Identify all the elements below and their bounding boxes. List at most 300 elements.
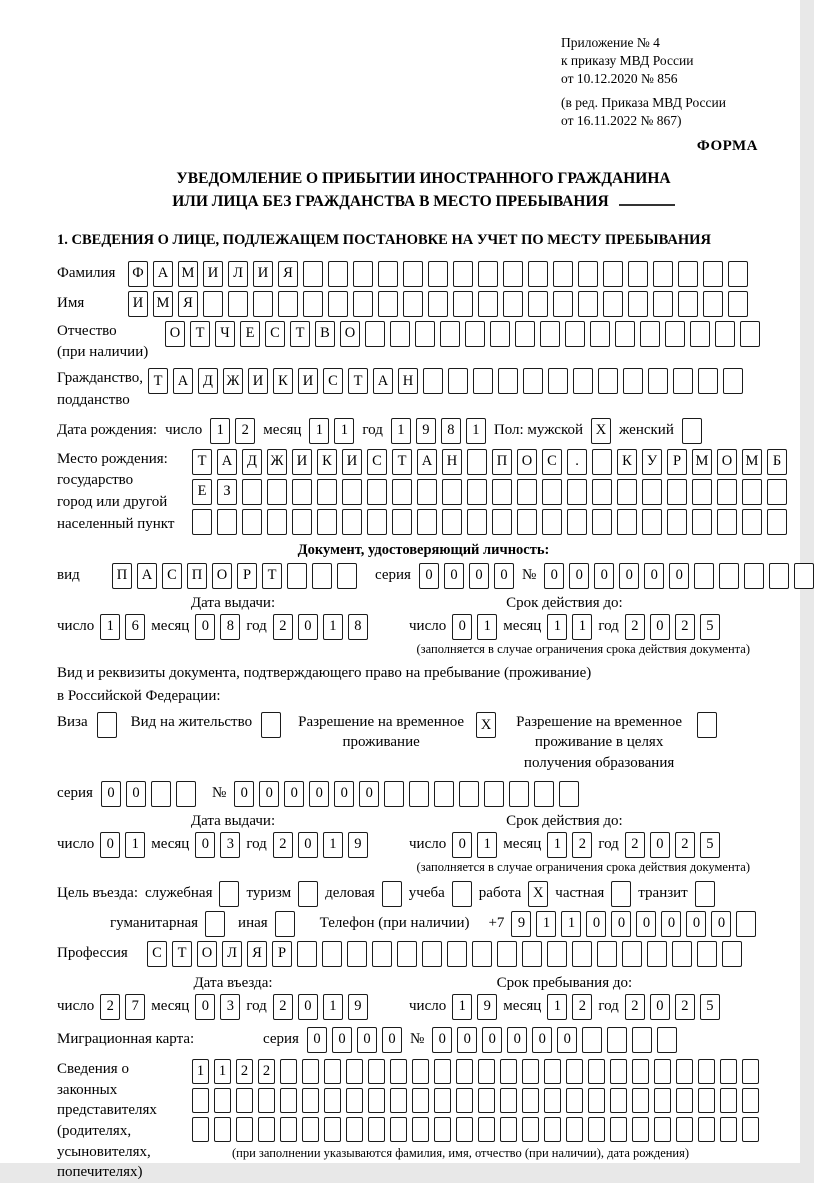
residence-valid-year-cells[interactable]	[625, 832, 720, 858]
char-cell[interactable]	[412, 1059, 429, 1084]
char-cell[interactable]	[742, 1059, 759, 1084]
char-cell[interactable]	[603, 261, 623, 287]
char-cell[interactable]: 2	[625, 994, 645, 1020]
char-cell[interactable]	[598, 368, 618, 394]
char-cell[interactable]	[667, 509, 687, 535]
representatives-row2-cells[interactable]	[192, 1088, 759, 1113]
char-cell[interactable]	[722, 941, 742, 967]
char-cell[interactable]	[544, 1088, 561, 1113]
char-cell[interactable]: Д	[242, 449, 262, 475]
char-cell[interactable]	[534, 781, 554, 807]
char-cell[interactable]	[497, 941, 517, 967]
char-cell[interactable]	[698, 1059, 715, 1084]
char-cell[interactable]	[517, 509, 537, 535]
char-cell[interactable]	[728, 261, 748, 287]
char-cell[interactable]	[242, 479, 262, 505]
char-cell[interactable]	[676, 1059, 693, 1084]
char-cell[interactable]	[647, 941, 667, 967]
char-cell[interactable]	[503, 261, 523, 287]
char-cell[interactable]	[566, 1059, 583, 1084]
char-cell[interactable]	[632, 1027, 652, 1053]
char-cell[interactable]: 0	[195, 832, 215, 858]
char-cell[interactable]: 2	[273, 832, 293, 858]
char-cell[interactable]: 0	[298, 832, 318, 858]
char-cell[interactable]: 0	[359, 781, 379, 807]
char-cell[interactable]	[500, 1059, 517, 1084]
birthplace-row1-cells[interactable]	[192, 449, 787, 475]
char-cell[interactable]	[317, 479, 337, 505]
phone-cells[interactable]	[511, 911, 756, 937]
char-cell[interactable]	[592, 449, 612, 475]
char-cell[interactable]	[522, 941, 542, 967]
char-cell[interactable]: 0	[650, 832, 670, 858]
char-cell[interactable]: Е	[240, 321, 260, 347]
char-cell[interactable]: 1	[323, 614, 343, 640]
sex-male-checkbox[interactable]: X	[591, 418, 611, 444]
char-cell[interactable]: К	[317, 449, 337, 475]
char-cell[interactable]	[328, 291, 348, 317]
char-cell[interactable]	[484, 781, 504, 807]
char-cell[interactable]	[434, 781, 454, 807]
char-cell[interactable]	[478, 261, 498, 287]
char-cell[interactable]: И	[203, 261, 223, 287]
issue-month-cells[interactable]	[195, 614, 240, 640]
char-cell[interactable]: Е	[192, 479, 212, 505]
char-cell[interactable]	[467, 479, 487, 505]
char-cell[interactable]	[742, 509, 762, 535]
char-cell[interactable]: И	[128, 291, 148, 317]
char-cell[interactable]	[346, 1088, 363, 1113]
char-cell[interactable]	[456, 1117, 473, 1142]
char-cell[interactable]: 0	[259, 781, 279, 807]
char-cell[interactable]	[409, 781, 429, 807]
char-cell[interactable]	[368, 1088, 385, 1113]
char-cell[interactable]: П	[187, 563, 207, 589]
char-cell[interactable]: 1	[210, 418, 230, 444]
char-cell[interactable]	[280, 1059, 297, 1084]
char-cell[interactable]	[665, 321, 685, 347]
char-cell[interactable]	[547, 941, 567, 967]
char-cell[interactable]	[442, 479, 462, 505]
char-cell[interactable]: С	[367, 449, 387, 475]
valid-year-cells[interactable]	[625, 614, 720, 640]
char-cell[interactable]: 0	[452, 614, 472, 640]
char-cell[interactable]	[478, 291, 498, 317]
char-cell[interactable]: Т	[392, 449, 412, 475]
char-cell[interactable]: 1	[547, 832, 567, 858]
char-cell[interactable]	[176, 781, 196, 807]
char-cell[interactable]	[492, 509, 512, 535]
profession-cells[interactable]	[147, 941, 742, 967]
char-cell[interactable]	[459, 781, 479, 807]
char-cell[interactable]	[582, 1027, 602, 1053]
char-cell[interactable]: 0	[482, 1027, 502, 1053]
char-cell[interactable]	[720, 1088, 737, 1113]
char-cell[interactable]	[442, 509, 462, 535]
char-cell[interactable]	[303, 291, 323, 317]
char-cell[interactable]	[767, 479, 787, 505]
char-cell[interactable]	[632, 1117, 649, 1142]
char-cell[interactable]	[392, 509, 412, 535]
char-cell[interactable]: Т	[262, 563, 282, 589]
char-cell[interactable]	[403, 261, 423, 287]
char-cell[interactable]: 1	[452, 994, 472, 1020]
char-cell[interactable]	[723, 368, 743, 394]
char-cell[interactable]	[367, 479, 387, 505]
char-cell[interactable]: С	[542, 449, 562, 475]
birthdate-year-cells[interactable]	[391, 418, 486, 444]
char-cell[interactable]: С	[265, 321, 285, 347]
char-cell[interactable]	[473, 368, 493, 394]
purpose-work-checkbox[interactable]: X	[528, 881, 548, 907]
char-cell[interactable]: 0	[100, 832, 120, 858]
char-cell[interactable]: 1	[309, 418, 329, 444]
char-cell[interactable]	[653, 261, 673, 287]
char-cell[interactable]: 0	[126, 781, 146, 807]
char-cell[interactable]	[378, 261, 398, 287]
char-cell[interactable]: 1	[323, 994, 343, 1020]
char-cell[interactable]	[540, 321, 560, 347]
char-cell[interactable]	[465, 321, 485, 347]
char-cell[interactable]: Я	[278, 261, 298, 287]
char-cell[interactable]	[553, 261, 573, 287]
char-cell[interactable]	[542, 479, 562, 505]
char-cell[interactable]: О	[340, 321, 360, 347]
char-cell[interactable]: 0	[507, 1027, 527, 1053]
char-cell[interactable]: Т	[348, 368, 368, 394]
char-cell[interactable]	[740, 321, 760, 347]
char-cell[interactable]: 0	[452, 832, 472, 858]
stay-day-cells[interactable]	[452, 994, 497, 1020]
char-cell[interactable]	[287, 563, 307, 589]
char-cell[interactable]: 0	[650, 614, 670, 640]
char-cell[interactable]: 0	[332, 1027, 352, 1053]
char-cell[interactable]	[628, 291, 648, 317]
char-cell[interactable]: 1	[536, 911, 556, 937]
char-cell[interactable]	[578, 261, 598, 287]
char-cell[interactable]	[492, 479, 512, 505]
char-cell[interactable]	[692, 509, 712, 535]
residence-issue-month-cells[interactable]	[195, 832, 240, 858]
char-cell[interactable]	[342, 509, 362, 535]
char-cell[interactable]	[742, 1088, 759, 1113]
residence-valid-month-cells[interactable]	[547, 832, 592, 858]
char-cell[interactable]: С	[323, 368, 343, 394]
char-cell[interactable]: 9	[348, 832, 368, 858]
char-cell[interactable]	[368, 1059, 385, 1084]
char-cell[interactable]	[678, 261, 698, 287]
purpose-official-checkbox[interactable]	[219, 881, 239, 907]
char-cell[interactable]	[673, 368, 693, 394]
char-cell[interactable]	[628, 261, 648, 287]
char-cell[interactable]: В	[315, 321, 335, 347]
char-cell[interactable]	[522, 1088, 539, 1113]
char-cell[interactable]	[744, 563, 764, 589]
birthdate-day-cells[interactable]	[210, 418, 255, 444]
citizenship-cells[interactable]	[148, 368, 743, 394]
char-cell[interactable]: 2	[236, 1059, 253, 1084]
residence-series-cells[interactable]	[101, 781, 196, 807]
char-cell[interactable]: Т	[192, 449, 212, 475]
char-cell[interactable]	[544, 1117, 561, 1142]
char-cell[interactable]: 2	[235, 418, 255, 444]
valid-day-cells[interactable]	[452, 614, 497, 640]
char-cell[interactable]: Т	[190, 321, 210, 347]
char-cell[interactable]: 1	[323, 832, 343, 858]
doc-kind-cells[interactable]	[112, 563, 357, 589]
char-cell[interactable]	[607, 1027, 627, 1053]
char-cell[interactable]	[698, 1117, 715, 1142]
char-cell[interactable]: Т	[148, 368, 168, 394]
char-cell[interactable]	[588, 1059, 605, 1084]
char-cell[interactable]	[542, 509, 562, 535]
char-cell[interactable]: Б	[767, 449, 787, 475]
char-cell[interactable]: Р	[272, 941, 292, 967]
char-cell[interactable]	[694, 563, 714, 589]
name-cells[interactable]	[128, 291, 748, 317]
char-cell[interactable]: 8	[220, 614, 240, 640]
purpose-study-checkbox[interactable]	[452, 881, 472, 907]
char-cell[interactable]	[472, 941, 492, 967]
char-cell[interactable]: Л	[228, 261, 248, 287]
char-cell[interactable]	[434, 1059, 451, 1084]
char-cell[interactable]	[720, 1059, 737, 1084]
char-cell[interactable]: 0	[457, 1027, 477, 1053]
char-cell[interactable]	[548, 368, 568, 394]
char-cell[interactable]	[742, 479, 762, 505]
char-cell[interactable]: И	[253, 261, 273, 287]
char-cell[interactable]: О	[212, 563, 232, 589]
char-cell[interactable]	[365, 321, 385, 347]
char-cell[interactable]	[302, 1059, 319, 1084]
char-cell[interactable]	[692, 479, 712, 505]
purpose-other-checkbox[interactable]	[275, 911, 295, 937]
char-cell[interactable]	[592, 479, 612, 505]
char-cell[interactable]	[509, 781, 529, 807]
char-cell[interactable]	[478, 1088, 495, 1113]
char-cell[interactable]: 2	[675, 832, 695, 858]
char-cell[interactable]	[720, 1117, 737, 1142]
char-cell[interactable]: 0	[594, 563, 614, 589]
char-cell[interactable]	[390, 321, 410, 347]
char-cell[interactable]	[717, 479, 737, 505]
char-cell[interactable]: Т	[172, 941, 192, 967]
char-cell[interactable]: 1	[466, 418, 486, 444]
char-cell[interactable]: 2	[675, 994, 695, 1020]
char-cell[interactable]	[292, 509, 312, 535]
char-cell[interactable]: .	[567, 449, 587, 475]
char-cell[interactable]: 2	[625, 832, 645, 858]
char-cell[interactable]	[342, 479, 362, 505]
char-cell[interactable]: 1	[477, 832, 497, 858]
char-cell[interactable]: А	[153, 261, 173, 287]
char-cell[interactable]	[322, 941, 342, 967]
residence-permit-checkbox[interactable]	[261, 712, 281, 738]
migration-series-cells[interactable]	[307, 1027, 402, 1053]
char-cell[interactable]	[412, 1117, 429, 1142]
char-cell[interactable]	[573, 368, 593, 394]
char-cell[interactable]	[372, 941, 392, 967]
char-cell[interactable]	[192, 509, 212, 535]
char-cell[interactable]: 0	[636, 911, 656, 937]
char-cell[interactable]: 2	[625, 614, 645, 640]
char-cell[interactable]	[632, 1059, 649, 1084]
char-cell[interactable]	[346, 1117, 363, 1142]
char-cell[interactable]: 5	[700, 994, 720, 1020]
char-cell[interactable]: 2	[258, 1059, 275, 1084]
char-cell[interactable]: 9	[348, 994, 368, 1020]
char-cell[interactable]: 1	[547, 994, 567, 1020]
char-cell[interactable]: 1	[477, 614, 497, 640]
char-cell[interactable]	[500, 1117, 517, 1142]
char-cell[interactable]: 1	[547, 614, 567, 640]
char-cell[interactable]: Н	[442, 449, 462, 475]
char-cell[interactable]	[615, 321, 635, 347]
char-cell[interactable]	[192, 1117, 209, 1142]
char-cell[interactable]	[214, 1088, 231, 1113]
char-cell[interactable]	[453, 291, 473, 317]
char-cell[interactable]	[678, 291, 698, 317]
char-cell[interactable]	[390, 1088, 407, 1113]
char-cell[interactable]: 2	[273, 614, 293, 640]
char-cell[interactable]	[297, 941, 317, 967]
char-cell[interactable]: 0	[195, 614, 215, 640]
char-cell[interactable]	[353, 291, 373, 317]
char-cell[interactable]	[453, 261, 473, 287]
char-cell[interactable]	[597, 941, 617, 967]
char-cell[interactable]	[428, 291, 448, 317]
char-cell[interactable]	[280, 1088, 297, 1113]
char-cell[interactable]	[736, 911, 756, 937]
birthdate-month-cells[interactable]	[309, 418, 354, 444]
char-cell[interactable]	[467, 449, 487, 475]
char-cell[interactable]: А	[373, 368, 393, 394]
char-cell[interactable]: 0	[382, 1027, 402, 1053]
char-cell[interactable]: 0	[661, 911, 681, 937]
char-cell[interactable]	[258, 1117, 275, 1142]
char-cell[interactable]: 0	[557, 1027, 577, 1053]
char-cell[interactable]	[769, 563, 789, 589]
char-cell[interactable]	[434, 1088, 451, 1113]
char-cell[interactable]: М	[153, 291, 173, 317]
char-cell[interactable]: 8	[441, 418, 461, 444]
char-cell[interactable]	[728, 291, 748, 317]
char-cell[interactable]	[192, 1088, 209, 1113]
char-cell[interactable]	[390, 1059, 407, 1084]
char-cell[interactable]: А	[417, 449, 437, 475]
char-cell[interactable]	[610, 1117, 627, 1142]
char-cell[interactable]	[417, 509, 437, 535]
char-cell[interactable]	[317, 509, 337, 535]
birthplace-row3-cells[interactable]	[192, 509, 787, 535]
char-cell[interactable]	[697, 941, 717, 967]
surname-cells[interactable]	[128, 261, 748, 287]
char-cell[interactable]	[324, 1088, 341, 1113]
valid-month-cells[interactable]	[547, 614, 592, 640]
char-cell[interactable]	[515, 321, 535, 347]
representatives-row1-cells[interactable]	[192, 1059, 759, 1084]
char-cell[interactable]	[642, 479, 662, 505]
char-cell[interactable]: К	[617, 449, 637, 475]
char-cell[interactable]	[565, 321, 585, 347]
char-cell[interactable]	[622, 941, 642, 967]
char-cell[interactable]	[292, 479, 312, 505]
char-cell[interactable]: 0	[650, 994, 670, 1020]
purpose-tourism-checkbox[interactable]	[298, 881, 318, 907]
char-cell[interactable]	[302, 1117, 319, 1142]
char-cell[interactable]	[522, 1117, 539, 1142]
char-cell[interactable]: 8	[348, 614, 368, 640]
char-cell[interactable]: 0	[234, 781, 254, 807]
char-cell[interactable]	[588, 1088, 605, 1113]
char-cell[interactable]	[654, 1059, 671, 1084]
char-cell[interactable]	[703, 261, 723, 287]
char-cell[interactable]: 0	[686, 911, 706, 937]
char-cell[interactable]: 1	[100, 614, 120, 640]
char-cell[interactable]: А	[173, 368, 193, 394]
char-cell[interactable]	[523, 368, 543, 394]
char-cell[interactable]	[588, 1117, 605, 1142]
char-cell[interactable]: И	[298, 368, 318, 394]
char-cell[interactable]	[703, 291, 723, 317]
char-cell[interactable]: М	[692, 449, 712, 475]
char-cell[interactable]	[610, 1088, 627, 1113]
sex-female-checkbox[interactable]	[682, 418, 702, 444]
char-cell[interactable]	[417, 479, 437, 505]
char-cell[interactable]	[267, 509, 287, 535]
char-cell[interactable]	[390, 1117, 407, 1142]
char-cell[interactable]: З	[217, 479, 237, 505]
char-cell[interactable]	[676, 1088, 693, 1113]
purpose-humanitarian-checkbox[interactable]	[205, 911, 225, 937]
char-cell[interactable]	[456, 1088, 473, 1113]
char-cell[interactable]	[440, 321, 460, 347]
char-cell[interactable]: 0	[284, 781, 304, 807]
char-cell[interactable]	[434, 1117, 451, 1142]
char-cell[interactable]	[553, 291, 573, 317]
char-cell[interactable]	[544, 1059, 561, 1084]
char-cell[interactable]	[715, 321, 735, 347]
doc-number-cells[interactable]	[544, 563, 814, 589]
char-cell[interactable]: 0	[419, 563, 439, 589]
char-cell[interactable]	[698, 368, 718, 394]
char-cell[interactable]: Я	[178, 291, 198, 317]
char-cell[interactable]	[642, 509, 662, 535]
char-cell[interactable]	[640, 321, 660, 347]
char-cell[interactable]	[448, 368, 468, 394]
char-cell[interactable]: 3	[220, 994, 240, 1020]
char-cell[interactable]	[456, 1059, 473, 1084]
char-cell[interactable]	[217, 509, 237, 535]
char-cell[interactable]: 1	[334, 418, 354, 444]
char-cell[interactable]: 3	[220, 832, 240, 858]
char-cell[interactable]	[528, 291, 548, 317]
char-cell[interactable]: 2	[273, 994, 293, 1020]
char-cell[interactable]: 0	[195, 994, 215, 1020]
char-cell[interactable]	[522, 1059, 539, 1084]
char-cell[interactable]: 0	[309, 781, 329, 807]
char-cell[interactable]: 0	[334, 781, 354, 807]
char-cell[interactable]	[303, 261, 323, 287]
char-cell[interactable]	[428, 261, 448, 287]
char-cell[interactable]: 0	[544, 563, 564, 589]
char-cell[interactable]	[324, 1117, 341, 1142]
char-cell[interactable]: 0	[101, 781, 121, 807]
char-cell[interactable]: П	[112, 563, 132, 589]
char-cell[interactable]	[517, 479, 537, 505]
char-cell[interactable]	[794, 563, 814, 589]
char-cell[interactable]	[302, 1088, 319, 1113]
